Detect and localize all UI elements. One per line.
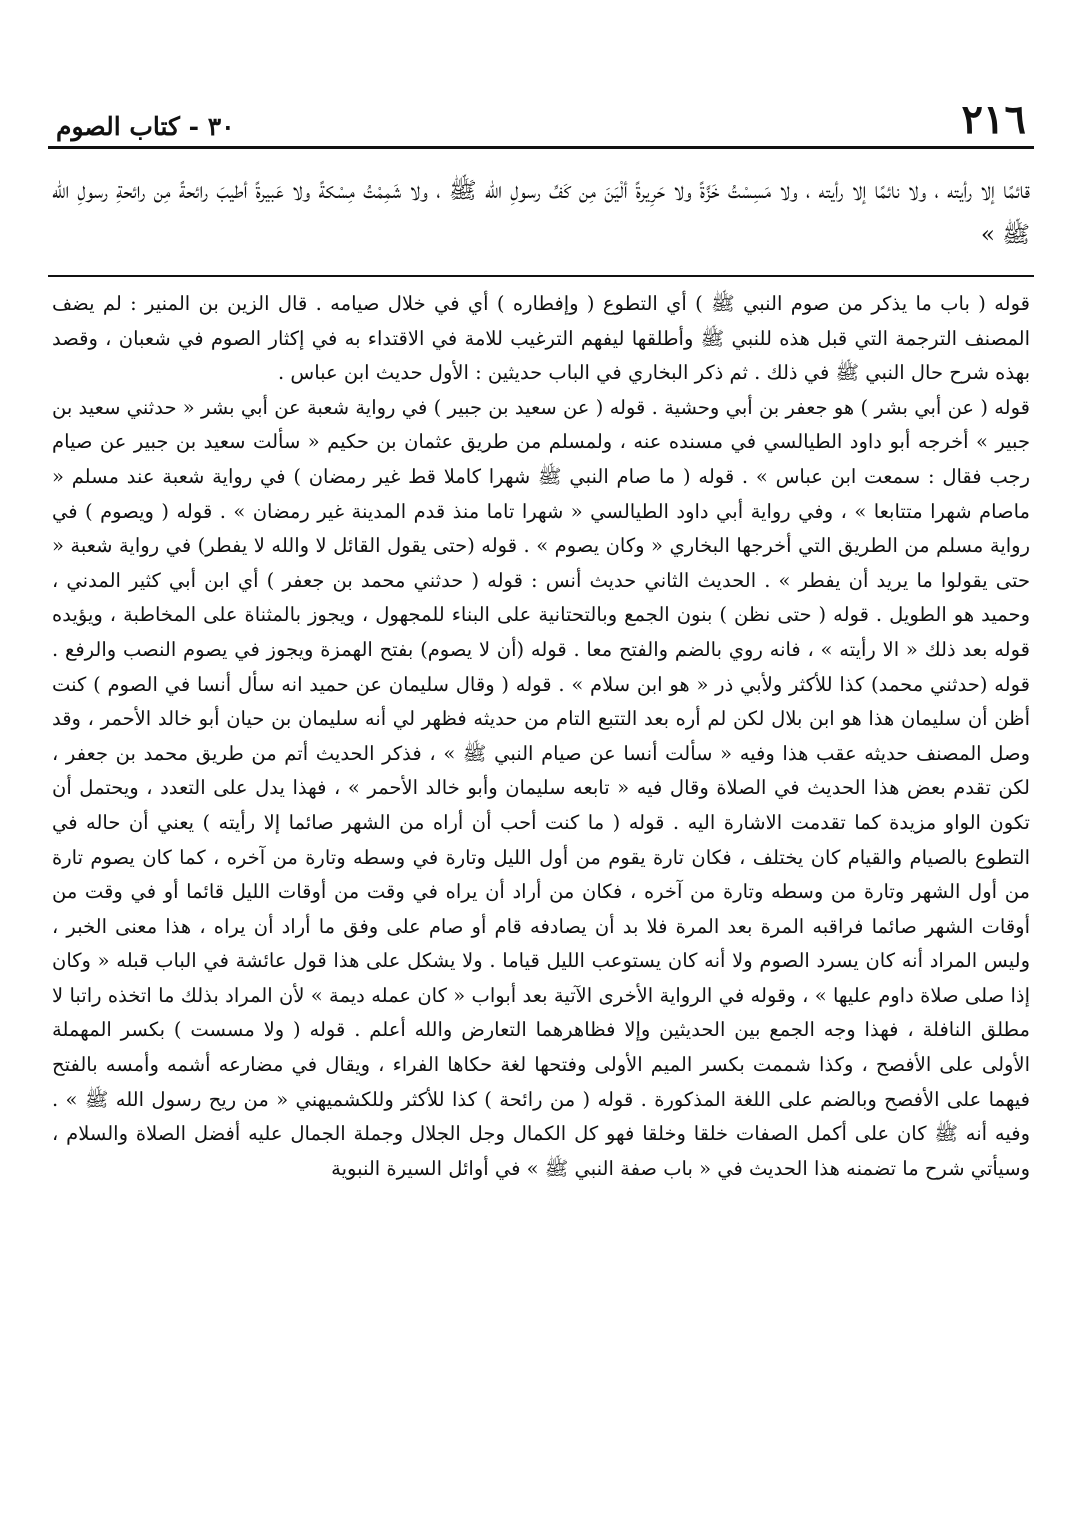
chapter-title: ٣٠ - كتاب الصوم: [56, 112, 235, 141]
hadith-text: قائمًا إلا رأيته ، ولا نائمًا إلا رأيته ، ولا مَسِسْتُ خَزَّةً ولا حَرِيرةً ألْيَنَ مِن كَفِّ رسولِ الله ﷺ ، ولا شَمِمْتُ مِسْكةً ولا عَبيرةً أطيبَ رائحةً مِن رائحةِ رسولِ الله ﷺ »: [52, 178, 1030, 248]
commentary-paragraph: قوله ( باب ما يذكر من صوم النبي ﷺ ) أي التطوع ( وإفطاره ) أي في خلال صيامه . قال الزين بن المنير : لم يضف المصنف الترجمة التي قبل هذه للنبي ﷺ وأطلقها ليفهم الترغيب للامة في الاقتداء به في إكثار الصوم في شعبان ، وقصد بهذه شرح حال النبي ﷺ في ذلك . ثم ذكر البخاري في الباب حديثين : الأول حديث ابن عباس .: [52, 292, 1030, 385]
commentary: [48, 287, 1034, 1186]
page-number: ٢١٦: [961, 96, 1026, 143]
section-divider: [48, 275, 1034, 277]
page-header: [48, 92, 1034, 149]
commentary-paragraph: قوله ( عن أبي بشر ) هو جعفر بن أبي وحشية . قوله ( عن سعيد بن جبير ) في رواية شعبة عن أبي بشر « حدثني سعيد بن جبير » أخرجه أبو داود الطيالسي في مسنده عنه ، ولمسلم من طريق عثمان بن حكيم « سألت سعيد بن جبير عن صيام رجب فقال : سمعت ابن عباس » . قوله ( ما صام النبي ﷺ شهرا كاملا قط غير رمضان ) في رواية شعبة عند مسلم « ماصام شهرا متتابعا » ، وفي رواية أبي داود الطيالسي « شهرا تاما منذ قدم المدينة غير رمضان » . قوله ( ويصوم ) في رواية مسلم من الطريق التي أخرجها البخاري « وكان يصوم » . قوله (حتى يقول القائل لا والله لا يفطر) في رواية شعبة « حتى يقولوا ما يريد أن يفطر » . الحديث الثاني حديث أنس : قوله ( حدثني محمد بن جعفر ) أي ابن أبي كثير المدني ، وحميد هو الطويل . قوله ( حتى نظن ) بنون الجمع وبالتحتانية على البناء للمجهول ، ويجوز بالمثناة على المخاطبة ، ويؤيده قوله بعد ذلك « الا رأيته » ، فانه روي بالضم والفتح معا . قوله (أن لا يصوم) بفتح الهمزة ويجوز في يصوم النصب والرفع . قوله (حدثني محمد) كذا للأكثر ولأبي ذر « هو ابن سلام » . قوله ( وقال سليمان عن حميد انه سأل أنسا في الصوم ) كنت أظن أن سليمان هذا هو ابن بلال لكن لم أره بعد التتبع التام من حديثه فظهر لي أنه سليمان بن حيان أبو خالد الأحمر ، وقد وصل المصنف حديثه عقب هذا وفيه « سألت أنسا عن صيام النبي ﷺ » ، فذكر الحديث أتم من طريق محمد بن جعفر ، لكن تقدم بعض هذا الحديث في الصلاة وقال فيه « تابعه سليمان وأبو خالد الأحمر » ، فهذا يدل على التعدد ، ويحتمل أن تكون الواو مزيدة كما تقدمت الاشارة اليه . قوله ( ما كنت أحب أن أراه من الشهر صائما إلا رأيته ) يعني أن حاله في التطوع بالصيام والقيام كان يختلف ، فكان تارة يقوم من أول الليل وتارة في وسطه وتارة من آخره ، كما كان يصوم تارة من أول الشهر وتارة من وسطه وتارة من آخره ، فكان من أراد أن يراه في وقت من أوقات الليل قائما أو في وقت من أوقات الشهر صائما فراقبه المرة بعد المرة فلا بد أن يصادفه قام أو صام على وفق ما أراد أن يراه ، هذا معنى الخبر ، وليس المراد أنه كان يسرد الصوم ولا أنه كان يستوعب الليل قياما . ولا يشكل على هذا قول عائشة في الباب قبله « وكان إذا صلى صلاة داوم عليها » ، وقوله في الرواية الأخرى الآتية بعد أبواب « كان عمله ديمة » لأن المراد بذلك ما اتخذه راتبا لا مطلق النافلة ، فهذا وجه الجمع بين الحديثين وإلا فظاهرهما التعارض والله أعلم . قوله ( ولا مسست ) بكسر المهملة الأولى على الأفصح ، وكذا شممت بكسر الميم الأولى وفتحها لغة حكاها الفراء ، ويقال في مضارعه أشمه وأمسه بالفتح فيهما على الأفصح وبالضم على اللغة المذكورة . قوله ( من رائحة ) كذا للأكثر وللكشميهني « من ريح رسول الله ﷺ » . وفيه أنه ﷺ كان على أكمل الصفات خلقا وخلقا فهو كل الكمال وجل الجلال وجملة الجمال عليه أفضل الصلاة والسلام ، وسيأتي شرح ما تضمنه هذا الحديث في « باب صفة النبي ﷺ » في أوائل السيرة النبوية: [52, 395, 1030, 1180]
book-page: [48, 92, 1034, 1512]
